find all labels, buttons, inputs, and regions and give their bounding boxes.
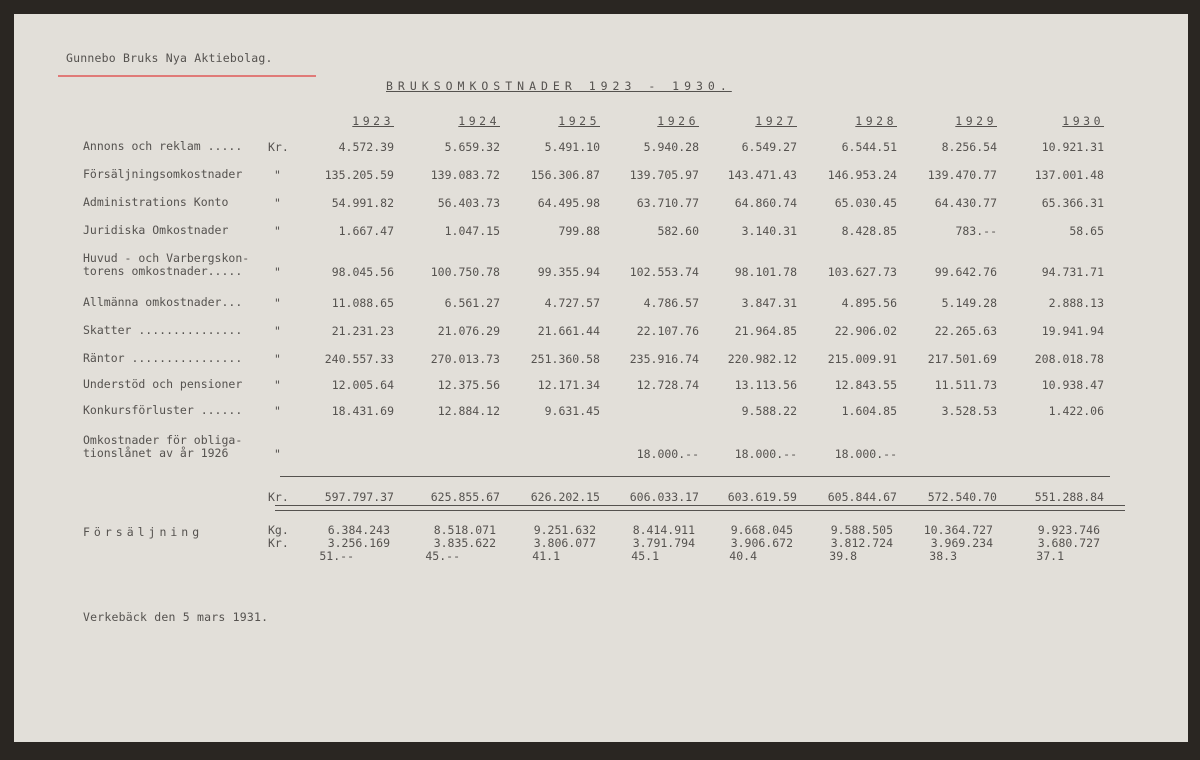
table-cell: 2.888.13 bbox=[1048, 296, 1104, 310]
table-cell: 63.710.77 bbox=[636, 196, 699, 210]
table-cell: 143.471.43 bbox=[727, 168, 797, 182]
company-name: Gunnebo Bruks Nya Aktiebolag. bbox=[66, 51, 273, 65]
row-label: Allmänna omkostnader... bbox=[83, 295, 243, 309]
table-cell: 12.843.55 bbox=[834, 378, 897, 392]
table-cell: 100.750.78 bbox=[430, 265, 500, 279]
table-cell: 3.528.53 bbox=[941, 404, 997, 418]
sales-ratio-cell: 37.1 bbox=[1036, 549, 1064, 563]
table-cell: 10.921.31 bbox=[1041, 140, 1104, 154]
row-label: Annons och reklam ..... bbox=[83, 139, 243, 153]
row-label: Räntor ................ bbox=[83, 351, 243, 365]
red-underline bbox=[58, 75, 316, 77]
table-cell: 137.001.48 bbox=[1034, 168, 1104, 182]
table-cell: 99.355.94 bbox=[537, 265, 600, 279]
year-header: 1925 bbox=[558, 114, 600, 128]
sales-kr-cell: 3.680.727 bbox=[1037, 536, 1100, 550]
sales-ratio-cell: 45.-- bbox=[425, 549, 460, 563]
row-label: Administrations Konto bbox=[83, 195, 229, 209]
table-cell: 6.549.27 bbox=[741, 140, 797, 154]
row-label: Skatter ............... bbox=[83, 323, 243, 337]
table-cell: 18.431.69 bbox=[331, 404, 394, 418]
sales-ratio-cell: 45.1 bbox=[631, 549, 659, 563]
year-header: 1928 bbox=[855, 114, 897, 128]
table-cell: 98.045.56 bbox=[331, 265, 394, 279]
table-cell: 4.895.56 bbox=[841, 296, 897, 310]
table-cell: 251.360.58 bbox=[530, 352, 600, 366]
sales-kg-cell: 6.384.243 bbox=[327, 523, 390, 537]
table-cell: 21.661.44 bbox=[537, 324, 600, 338]
sales-unit-kg: Kg. bbox=[268, 523, 289, 537]
table-cell: 783.-- bbox=[955, 224, 997, 238]
table-cell: 582.60 bbox=[657, 224, 699, 238]
row-label: Konkursförluster ...... bbox=[83, 403, 243, 417]
table-cell: 139.083.72 bbox=[430, 168, 500, 182]
table-cell: 208.018.78 bbox=[1034, 352, 1104, 366]
table-cell: 21.231.23 bbox=[331, 324, 394, 338]
sales-ratio-cell: 39.8 bbox=[829, 549, 857, 563]
sales-kr-cell: 3.969.234 bbox=[930, 536, 993, 550]
table-cell: 22.107.76 bbox=[636, 324, 699, 338]
total-rule bbox=[280, 476, 1110, 477]
table-cell: 4.727.57 bbox=[544, 296, 600, 310]
table-cell: 65.030.45 bbox=[834, 196, 897, 210]
table-cell: 21.076.29 bbox=[437, 324, 500, 338]
table-cell: 18.000.-- bbox=[734, 447, 797, 461]
sales-kr-cell: 3.256.169 bbox=[327, 536, 390, 550]
table-cell: 146.953.24 bbox=[827, 168, 897, 182]
table-cell: 58.65 bbox=[1069, 224, 1104, 238]
sales-label: Försäljning bbox=[83, 525, 204, 539]
sales-ratio-cell: 51.-- bbox=[319, 549, 354, 563]
table-cell: 156.306.87 bbox=[530, 168, 600, 182]
table-cell: 18.000.-- bbox=[636, 447, 699, 461]
table-cell: 215.009.91 bbox=[827, 352, 897, 366]
row-label: Understöd och pensioner bbox=[83, 377, 243, 391]
table-cell: 12.375.56 bbox=[437, 378, 500, 392]
sales-kg-cell: 9.588.505 bbox=[830, 523, 893, 537]
table-cell: 94.731.71 bbox=[1041, 265, 1104, 279]
table-cell: 8.256.54 bbox=[941, 140, 997, 154]
row-label: tionslånet av år 1926 bbox=[83, 446, 229, 460]
row-unit: " bbox=[274, 265, 281, 279]
footer-date: Verkebäck den 5 mars 1931. bbox=[83, 610, 269, 624]
table-cell: 65.366.31 bbox=[1041, 196, 1104, 210]
table-cell: 21.964.85 bbox=[734, 324, 797, 338]
row-label: Juridiska Omkostnader bbox=[83, 223, 229, 237]
table-cell: 19.941.94 bbox=[1041, 324, 1104, 338]
table-cell: 6.561.27 bbox=[444, 296, 500, 310]
sales-kg-cell: 9.251.632 bbox=[533, 523, 596, 537]
document-page bbox=[14, 14, 1188, 742]
table-cell: 3.847.31 bbox=[741, 296, 797, 310]
table-cell: 98.101.78 bbox=[734, 265, 797, 279]
year-header: 1930 bbox=[1062, 114, 1104, 128]
total-unit: Kr. bbox=[268, 490, 289, 504]
table-cell: 799.88 bbox=[558, 224, 600, 238]
table-cell: 5.659.32 bbox=[444, 140, 500, 154]
table-cell: 139.470.77 bbox=[927, 168, 997, 182]
sales-kr-cell: 3.906.672 bbox=[730, 536, 793, 550]
table-cell: 5.940.28 bbox=[643, 140, 699, 154]
table-cell: 54.991.82 bbox=[331, 196, 394, 210]
table-cell: 12.884.12 bbox=[437, 404, 500, 418]
total-cell: 625.855.67 bbox=[430, 490, 500, 504]
total-cell: 605.844.67 bbox=[827, 490, 897, 504]
table-cell: 135.205.59 bbox=[324, 168, 394, 182]
total-cell: 606.033.17 bbox=[629, 490, 699, 504]
table-cell: 1.047.15 bbox=[444, 224, 500, 238]
table-cell: 18.000.-- bbox=[834, 447, 897, 461]
row-unit: " bbox=[274, 404, 281, 418]
table-cell: 11.088.65 bbox=[331, 296, 394, 310]
table-cell: 1.667.47 bbox=[338, 224, 394, 238]
row-unit: " bbox=[274, 447, 281, 461]
table-cell: 139.705.97 bbox=[629, 168, 699, 182]
row-unit: " bbox=[274, 196, 281, 210]
row-label: torens omkostnader..... bbox=[83, 264, 243, 278]
table-cell: 270.013.73 bbox=[430, 352, 500, 366]
table-cell: 10.938.47 bbox=[1041, 378, 1104, 392]
sales-ratio-cell: 40.4 bbox=[729, 549, 757, 563]
row-unit: " bbox=[274, 168, 281, 182]
table-cell: 6.544.51 bbox=[841, 140, 897, 154]
table-cell: 64.430.77 bbox=[934, 196, 997, 210]
document-title: BRUKSOMKOSTNADER 1923 - 1930. bbox=[386, 79, 732, 93]
table-cell: 5.149.28 bbox=[941, 296, 997, 310]
sales-ratio-cell: 38.3 bbox=[929, 549, 957, 563]
sales-kr-cell: 3.806.077 bbox=[533, 536, 596, 550]
table-cell: 1.604.85 bbox=[841, 404, 897, 418]
total-cell: 603.619.59 bbox=[727, 490, 797, 504]
table-cell: 12.005.64 bbox=[331, 378, 394, 392]
sales-kg-cell: 9.923.746 bbox=[1037, 523, 1100, 537]
table-cell: 9.631.45 bbox=[544, 404, 600, 418]
row-unit: " bbox=[274, 352, 281, 366]
year-header: 1926 bbox=[657, 114, 699, 128]
table-cell: 217.501.69 bbox=[927, 352, 997, 366]
table-cell: 22.906.02 bbox=[834, 324, 897, 338]
table-cell: 11.511.73 bbox=[934, 378, 997, 392]
table-cell: 220.982.12 bbox=[727, 352, 797, 366]
row-unit: " bbox=[274, 296, 281, 310]
table-cell: 12.171.34 bbox=[537, 378, 600, 392]
table-cell: 64.495.98 bbox=[537, 196, 600, 210]
sales-kg-cell: 8.414.911 bbox=[632, 523, 695, 537]
row-label: Försäljningsomkostnader bbox=[83, 167, 243, 181]
table-cell: 4.786.57 bbox=[643, 296, 699, 310]
sales-kr-cell: 3.835.622 bbox=[433, 536, 496, 550]
row-unit: " bbox=[274, 324, 281, 338]
table-cell: 4.572.39 bbox=[338, 140, 394, 154]
table-cell: 240.557.33 bbox=[324, 352, 394, 366]
year-header: 1929 bbox=[955, 114, 997, 128]
total-cell: 572.540.70 bbox=[927, 490, 997, 504]
table-cell: 1.422.06 bbox=[1048, 404, 1104, 418]
sales-kg-cell: 10.364.727 bbox=[923, 523, 993, 537]
table-cell: 103.627.73 bbox=[827, 265, 897, 279]
table-cell: 99.642.76 bbox=[934, 265, 997, 279]
sales-kr-cell: 3.791.794 bbox=[632, 536, 695, 550]
table-cell: 64.860.74 bbox=[734, 196, 797, 210]
row-unit: " bbox=[274, 224, 281, 238]
table-cell: 13.113.56 bbox=[734, 378, 797, 392]
table-cell: 22.265.63 bbox=[934, 324, 997, 338]
sales-kr-cell: 3.812.724 bbox=[830, 536, 893, 550]
total-cell: 626.202.15 bbox=[530, 490, 600, 504]
total-cell: 597.797.37 bbox=[324, 490, 394, 504]
row-unit: Kr. bbox=[268, 140, 289, 154]
table-cell: 9.588.22 bbox=[741, 404, 797, 418]
row-label: Huvud - och Varbergskon- bbox=[83, 251, 250, 265]
table-cell: 12.728.74 bbox=[636, 378, 699, 392]
year-header: 1927 bbox=[755, 114, 797, 128]
sales-kg-cell: 8.518.071 bbox=[433, 523, 496, 537]
table-cell: 5.491.10 bbox=[544, 140, 600, 154]
sales-ratio-cell: 41.1 bbox=[532, 549, 560, 563]
table-cell: 8.428.85 bbox=[841, 224, 897, 238]
sales-kg-cell: 9.668.045 bbox=[730, 523, 793, 537]
year-header: 1924 bbox=[458, 114, 500, 128]
table-cell: 235.916.74 bbox=[629, 352, 699, 366]
double-rule bbox=[275, 505, 1125, 511]
total-cell: 551.288.84 bbox=[1034, 490, 1104, 504]
table-cell: 56.403.73 bbox=[437, 196, 500, 210]
table-cell: 102.553.74 bbox=[629, 265, 699, 279]
year-header: 1923 bbox=[352, 114, 394, 128]
sales-unit-kr: Kr. bbox=[268, 536, 289, 550]
table-cell: 3.140.31 bbox=[741, 224, 797, 238]
row-unit: " bbox=[274, 378, 281, 392]
row-label: Omkostnader för obliga- bbox=[83, 433, 243, 447]
